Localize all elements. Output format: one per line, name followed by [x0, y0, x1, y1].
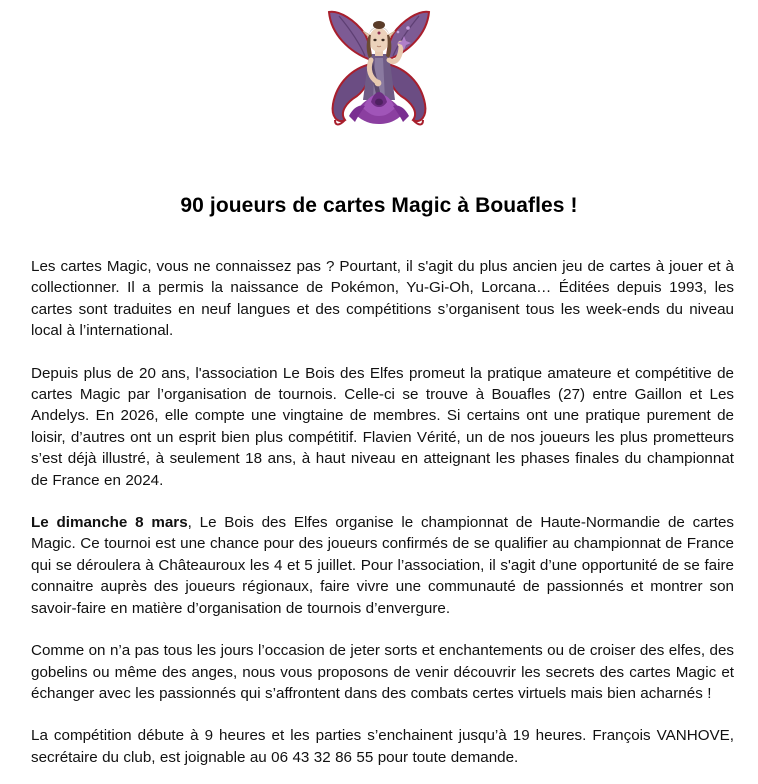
page-title: 90 joueurs de cartes Magic à Bouafles !: [180, 194, 578, 217]
paragraph-event: [31, 512, 734, 619]
le-bois-des-elfes-fairy-logo: [309, 2, 449, 134]
paragraph-practical-text: La compétition débute à 9 heures et les parties s’enchainent jusqu’à 19 heures. François VANHOVE, secrétaire du club, est joignable au 06 43 32 86 55 pour toute demande.: [31, 727, 734, 766]
logo-container: [0, 0, 758, 136]
paragraph-practical: [31, 725, 734, 768]
article-body: [0, 256, 758, 768]
paragraph-intro-text: Les cartes Magic, vous ne connaissez pas ? Pourtant, il s'agit du plus ancien jeu de cartes à jouer et à collectionner. Il a permis la naissance de Pokémon, Yu-Gi-Oh, Lorcana… Éditées depuis 1993, les cartes sont traduites en neuf langues et des compétitions s’organisent tous les week-ends du niveau local à l’international.: [31, 258, 734, 340]
paragraph-invitation-text: Comme on n’a pas tous les jours l’occasion de jeter sorts et enchantements ou de croiser des elfes, des gobelins ou même des anges, nous vous proposons de venir découvrir les secrets des cartes Magic et échanger avec les passionnés qui s’affrontent dans des combats certes virtuels mais bien acharnés !: [31, 642, 734, 702]
paragraph-intro: [31, 256, 734, 342]
paragraph-association-text: Depuis plus de 20 ans, l'association Le Bois des Elfes promeut la pratique amateure et compétitive de cartes Magic par l’organisation de tournois. Celle-ci se trouve à Bouafles (27) entre Gaillon et Les Andelys. En 2026, elle compte une vingtaine de membres. Si certains ont une pratique purement de loisir, d’autres ont un esprit bien plus compétitif. Flavien Vérité, un de nos joueurs les plus prometteurs s’est déjà illustré, à seulement 18 ans, à haut niveau en atteignant les phases finales du championnat de France en 2024.: [31, 364, 734, 489]
paragraph-invitation: [31, 640, 734, 704]
paragraph-association: [31, 363, 734, 491]
paragraph-event-text: , Le Bois des Elfes organise le championnat de Haute-Normandie de cartes Magic. Ce tournoi est une chance pour des joueurs confirmés de se qualifier au championnat de France qui se déroulera à Châteauroux les 4 et 5 juillet. Pour l’association, il s'agit d’une opportunité de se faire connaitre auprès des joueurs régionaux, faire vivre une communauté de passionnés et montrer son savoir-faire en matière d’organisation de tournois d’envergure.: [31, 514, 734, 617]
event-date-bold: Le dimanche 8 mars: [31, 514, 188, 532]
